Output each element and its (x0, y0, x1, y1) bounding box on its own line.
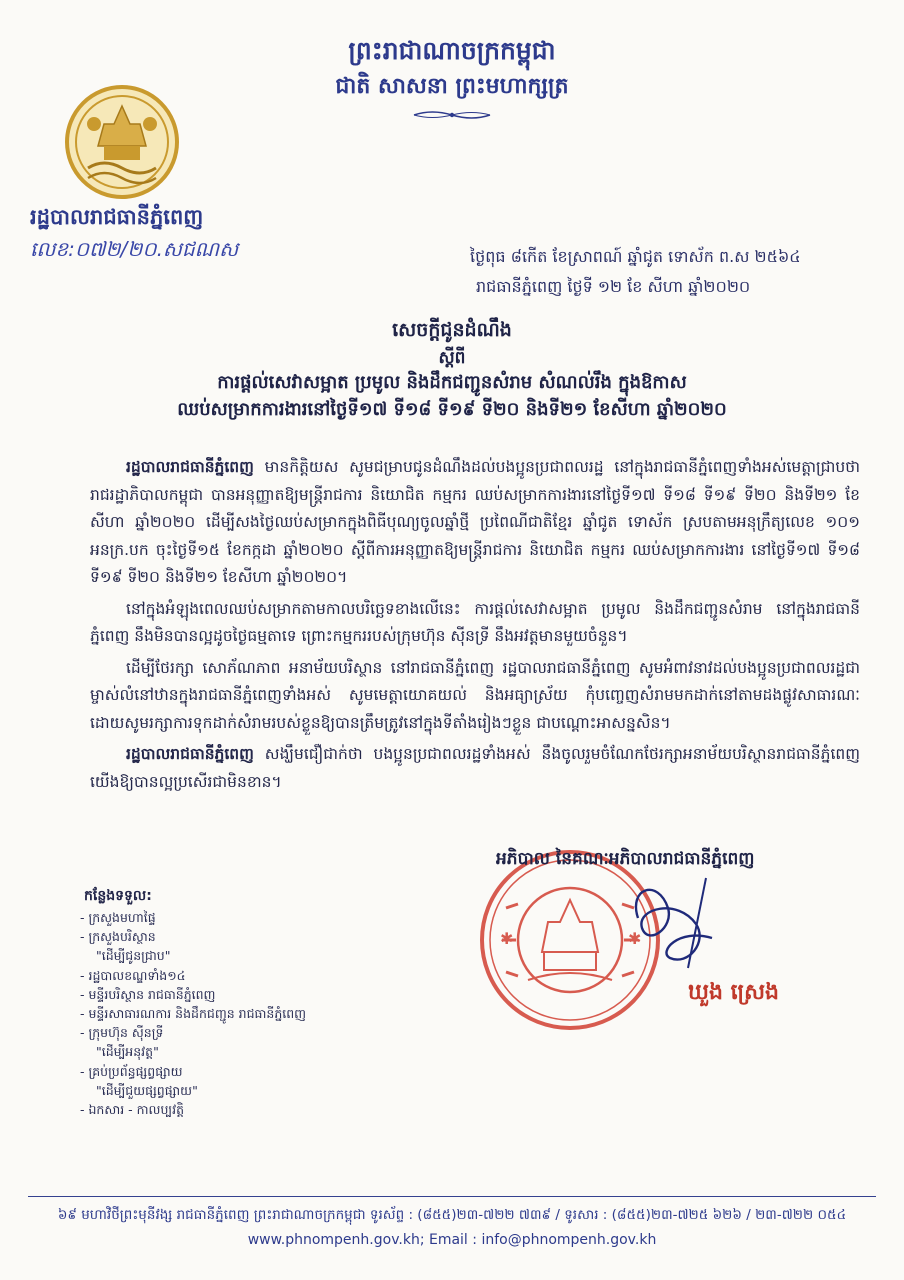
paragraph-4-lead: រដ្ឋបាលរាជធានីភ្នំពេញ (126, 745, 254, 763)
paragraph-3: ដើម្បីថែរក្សា សោភ័ណភាព អនាម័យបរិស្ថាន នៅរាជធានីភ្នំពេញ រដ្ឋបាលរាជធានីភ្នំពេញ សូមអំពាវនាវដល់បងប្អូនប្រជាពលរដ្ឋជាម្ចាស់លំនៅឋានក្នុងរាជធានីភ្នំពេញទាំងអស់ សូមមេត្តាយោគយល់ និងអធ្យាស្រ័យ កុំបញ្ចេញសំរាមមកដាក់នៅតាមដងផ្លូវសាធារណៈ ដោយសូមរក្សាការទុកដាក់សំរាមរបស់ខ្លួនឱ្យបានត្រឹមត្រូវនៅក្នុងទីតាំងរៀងៗខ្លួន ជាបណ្តោះអាសន្នសិន។ (90, 658, 860, 732)
signatory-title: អភិបាល នៃគណៈអភិបាលរាជធានីភ្នំពេញ (496, 849, 755, 869)
recipient-item: - គ្រប់ប្រព័ន្ធផ្សព្វផ្សាយ (80, 1063, 183, 1079)
signatory-name: ឃួង ស្រេង (688, 980, 780, 1005)
document-title: សេចក្តីជូនដំណឹង (392, 319, 512, 341)
footer-contact: www.phnompenh.gov.kh; Email : info@phnompenh.gov.kh (247, 1232, 657, 1248)
solar-date: រាជធានីភ្នំពេញ ថ្ងៃទី ១២ ខែ សីហា ឆ្នាំ២០២០ (476, 277, 751, 296)
paragraph-4 (90, 741, 860, 796)
paragraph-4-text: សង្ឃឹមជឿជាក់ថា បងប្អូនប្រជាពលរដ្ឋទាំងអស់ នឹងចូលរួមចំណែកថែរក្សាអនាម័យបរិស្ថានរាជធានីភ្នំពេញយើងឱ្យបានល្អប្រសើរជាមិនខាន។ (90, 745, 860, 791)
recipient-item: - រដ្ឋបាលខណ្ឌទាំង១៤ (80, 967, 186, 983)
recipient-purpose: "ដើម្បីអនុវត្ត" (96, 1044, 159, 1060)
subject-line-1: ការផ្តល់សេវាសម្អាត ប្រមូល និងដឹកជញ្ជូនសំរាម សំណល់រឹង ក្នុងឱកាស (217, 372, 687, 393)
recipient-purpose: "ដើម្បីជួយផ្សព្វផ្សាយ" (96, 1082, 198, 1098)
recipients-list (80, 908, 306, 1119)
recipient-item: - ក្រុមហ៊ុន ស៊ីនទ្រី (80, 1025, 164, 1041)
lunar-date: ថ្ងៃពុធ ៨កើត ខែស្រាពណ៍ ឆ្នាំជូត ទោស័ក ព.ស ២៥៦៤ (470, 247, 801, 266)
city-emblem-logo (64, 84, 180, 200)
paragraph-1-text: មានកិត្តិយស សូមជម្រាបជូនដំណឹងដល់បងប្អូនប្រជាពលរដ្ឋ នៅក្នុងរាជធានីភ្នំពេញទាំងអស់មេត្តាជ្រាបថា រាជរដ្ឋាភិបាលកម្ពុជា បានអនុញ្ញាតឱ្យមន្ត្រីរាជការ និយោជិត កម្មករ ឈប់សម្រាកការងារនៅថ្ងៃទី១៧ ទី១៨ ទី១៩ ទី២០ និងទី២១ ខែសីហា ឆ្នាំ២០២០ ដើម្បីសងថ្ងៃឈប់សម្រាកក្នុងពិធីបុណ្យចូលឆ្នាំថ្មី ប្រពៃណីជាតិខ្មែរ ឆ្នាំជូត ទោស័ក ស្របតាមអនុក្រឹត្យលេខ ១០១ អនក្រ.បក ចុះថ្ងៃទី១៥ ខែកក្កដា ឆ្នាំ២០២០ ស្តីពីការអនុញ្ញាតឱ្យមន្ត្រីរាជការ និយោជិត កម្មករ ឈប់សម្រាកការងារ នៅថ្ងៃទី១៧ ទី១៨ ទី១៩ ទី២០ និងទី២១ ខែសីហា ឆ្នាំ២០២០។ (90, 458, 860, 586)
reference-number: លេខ:០៧២/២០.សជណស (30, 237, 239, 261)
paragraph-2: នៅក្នុងអំឡុងពេលឈប់សម្រាកតាមកាលបរិច្ឆេទខាងលើនេះ ការផ្តល់សេវាសម្អាត ប្រមូល និងដឹកជញ្ជូនសំរាម នៅក្នុងរាជធានីភ្នំពេញ នឹងមិនបានល្អដូចថ្ងៃធម្មតាទេ ព្រោះកម្មកររបស់ក្រុមហ៊ុន ស៊ីនទ្រី នឹងអវត្តមានមួយចំនួន។ (90, 599, 860, 645)
svg-text:✱: ✱ (500, 929, 514, 948)
sender-organization: រដ្ឋបាលរាជធានីភ្នំពេញ (30, 205, 204, 229)
footer-address: ៦៩ មហាវិថីព្រះមុនីវង្ស រាជធានីភ្នំពេញ ព្រះរាជាណាចក្រកម្ពុជា ទូរស័ព្ទ : (៨៥៥)២៣-៧២២ ៧៣៩ / ទូរសារ : (៨៥៥)២៣-៧២៥ ៦២៦ / ២៣-៧២២ ០៥៤ (57, 1207, 847, 1223)
flourish-ornament (412, 108, 492, 122)
recipients-heading: កន្លែងទទួល: (84, 888, 152, 904)
svg-text:✱: ✱ (628, 929, 642, 948)
paragraph-1-lead: រដ្ឋបាលរាជធានីភ្នំពេញ (126, 458, 254, 476)
recipient-item: - ក្រសួងមហាផ្ទៃ (80, 910, 156, 925)
national-motto: ជាតិ សាសនា ព្រះមហាក្សត្រ (335, 74, 569, 99)
subject-line-2: ឈប់សម្រាកការងារនៅថ្ងៃទី១៧ ទី១៨ ទី១៩ ទី២០ និងទី២១ ខែសីហា ឆ្នាំ២០២០ (177, 399, 727, 420)
recipient-item: - មន្ទីរបរិស្ថាន រាជធានីភ្នំពេញ (80, 986, 216, 1002)
paragraph-1 (90, 454, 860, 592)
recipient-purpose: "ដើម្បីជូនជ្រាប" (96, 948, 171, 964)
notice-body (90, 454, 860, 800)
recipient-item: - ក្រសួងបរិស្ថាន (80, 929, 156, 945)
footer-divider (28, 1196, 876, 1197)
recipient-item: - មន្ទីរសាធារណការ និងដឹកជញ្ជូន រាជធានីភ្នំពេញ (80, 1006, 307, 1022)
handwritten-signature (618, 858, 728, 978)
recipient-item: - ឯកសារ - កាលប្បវត្តិ (80, 1102, 185, 1118)
about-label: ស្តីពី (438, 348, 466, 368)
kingdom-heading: ព្រះរាជាណាចក្រកម្ពុជា (348, 36, 556, 65)
